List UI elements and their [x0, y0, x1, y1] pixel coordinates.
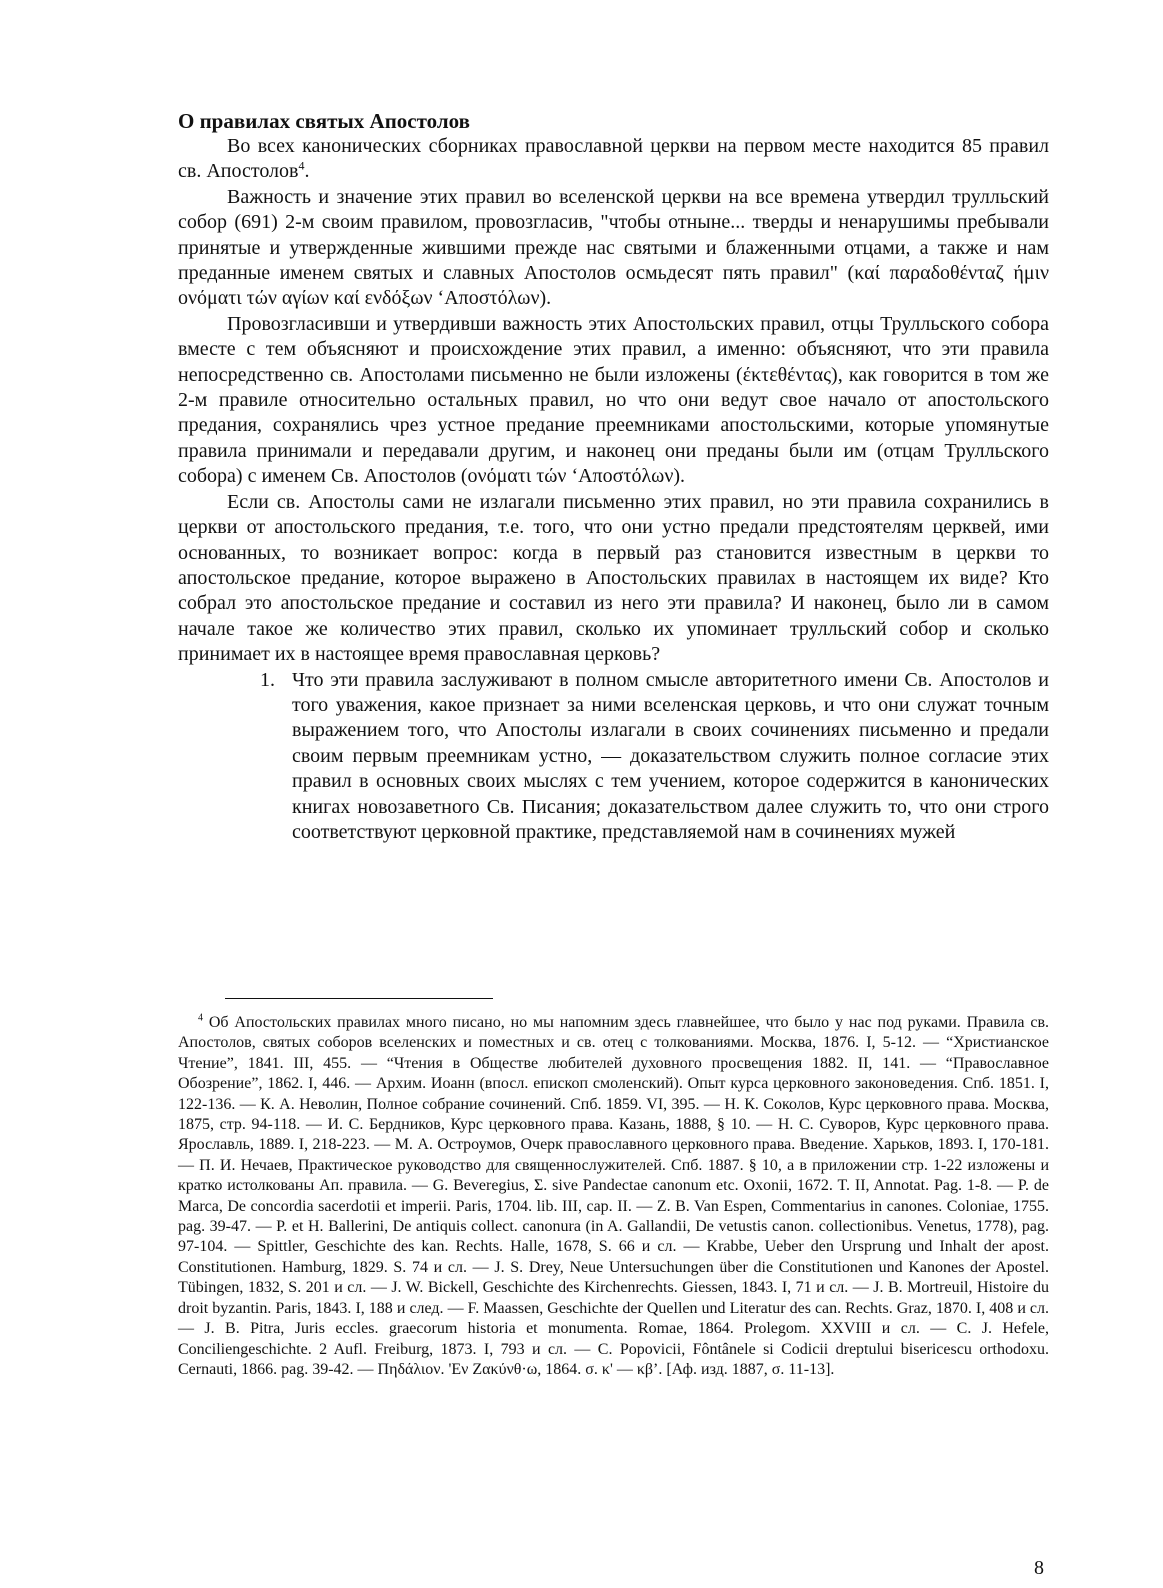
page-body [178, 108, 1049, 845]
footnote-marker: 4 [198, 1012, 203, 1024]
footnote-separator [225, 998, 493, 999]
paragraph-2: Важность и значение этих правил во вселенской церкви на все времена утвердил трулльский собор (691) 2-м своим правилом, провозгласив, "чтобы отныне... тверды и ненарушимы пребывали принятые и утвержденные жившими прежде нас святыми и блаженными отцами, а также и нам преданные именем святых и славных Апостолов осмьдесят пять правил" (καί παραδοθένταζ ήμιν ονόματι τών αγίων καί ενδόξων ‘Αποστόλων). [178, 185, 1049, 310]
footnote-text: Об Апостольских правилах много писано, но мы напомним здесь главнейшее, что было у нас под руками. Правила св. Апостолов, святых соборов вселенских и поместных и св. отец с толкованиями. Москва, 1876. I, 5-12. — “Христианское Чтение”, 1841. III, 455. — “Чтения в Обществе любителей духовного просвещения 1882. II, 141. — “Православное Обозрение”, 1862. I, 446. — Архим. Иоанн (впосл. епископ смоленский). Опыт курса церковного законоведения. Спб. 1851. I, 122-136. — К. А. Неволин, Полное собрание сочинений. Спб. 1859. VI, 395. — Н. К. Соколов, Курс церковного права. Москва, 1875, стр. 94-118. — И. С. Бердников, Курс церковного права. Казань, 1888, § 10. — Н. С. Суворов, Курс церковного права. Ярославль, 1889. I, 218-223. — М. А. Остроумов, Очерк православного церковного права. Введение. Харьков, 1893. I, 170-181. — П. И. Нечаев, Практическое руководство для священнослужителей. Спб. 1887. § 10, а в приложении стр. 1-22 изложены и кратко истолкованы Ап. правила. — G. Beveregius, Σ. sive Pandectae canonum etc. Oxonii, 1672. T. II, Annotat. Pag. 1-8. — P. de Marca, De concordia sacerdotii et imperii. Paris, 1704. lib. III, cap. II. — Z. B. Van Espen, Commentarius in canones. Coloniae, 1755. pag. 39-47. — P. et H. Ballerini, De antiquis collect. canonura (in A. Gallandii, De vetustis canon. collectionibus. Venetus, 1778), pag. 97-104. — Spittler, Geschichte des kan. Rechts. Halle, 1678, S. 66 и сл. — Krabbe, Ueber den Ursprung und Inhalt der apost. Constitutionen. Hamburg, 1829. S. 74 и сл. — J. S. Drey, Neue Untersuchungen über die Constitutionen und Kanones der Apostel. Tübingen, 1832, S. 201 и сл. — J. W. Bickell, Geschichte des Kirchenrechts. Giessen, 1843. I, 71 и сл. — J. B. Mortreuil, Histoire du droit byzantin. Paris, 1843. I, 188 и след. — F. Maassen, Geschichte der Quellen und Literatur des can. Rechts. Graz, 1870. I, 408 и сл. — J. B. Pitra, Juris eccles. graecorum historia et monumenta. Romae, 1864. Prolegom. XXVIII и сл. — C. J. Hefele, Conciliengeschichte. 2 Aufl. Freiburg, 1873. I, 793 и сл. — C. Popovicii, Fôntânele si Codicii dreptului bisericescu orthodoxu. Cernauti, 1866. pag. 39-42. — Πηδάλιον. 'Εν Ζακύνθ·ω, 1864. σ. κ' — κβ’. [Аф. изд. 1887, σ. 11-13]. [178, 1014, 1049, 1378]
footnote [178, 1013, 1049, 1380]
numbered-list [178, 668, 1049, 846]
paragraph-text: Во всех канонических сборниках православной церкви на первом месте находится 85 правил св. Апостолов [178, 135, 1049, 183]
footnote-ref[interactable]: 4 [298, 158, 305, 173]
section-title: О правилах святых Апостолов [178, 109, 470, 133]
list-item: Что эти правила заслуживают в полном смысле авторитетного имени Св. Апостолов и того уважения, какое признает за ними вселенская церковь, и что они служат точным выражением того, что Апостолы излагали в своих сочинениях письменно и предали своим первым преемникам устно, — доказательством служить полное согласие этих правил в основных своих мыслях с тем учением, которое содержится в канонических книгах новозаветного Св. Писания; доказательством далее служить то, что они строго соответствуют церковной практике, представляемой нам в сочинениях мужей [292, 668, 1049, 843]
page-number: 8 [1034, 1557, 1044, 1579]
paragraph-1 [178, 134, 1049, 185]
list-number: 1. [260, 668, 275, 691]
paragraph-3: Провозгласивши и утвердивши важность этих Апостольских правил, отцы Трулльского собора вместе с тем объясняют и происхождение этих правил, а именно: объясняют, что эти правила непосредственно св. Апостолами письменно не были изложены (έκτεθέντας), как говорится в том же 2-м правиле относительно остальных правил, но что они ведут свое начало от апостольского предания, сохранялись чрез устное предание преемниками апостольскими, которые упомянутые правила принимали и передавали другим, и наконец они преданы были им (отцам Трулльского собора) с именем Св. Апостолов (ονόματι τών ‘Αποστόλων). [178, 312, 1049, 488]
paragraph-4: Если св. Апостолы сами не излагали письменно этих правил, но эти правила сохранились в церкви от апостольского предания, т.е. того, что они устно предали предстоятелям церквей, ими основанных, то возникает вопрос: когда в первый раз становится известным в церкви то апостольское предание, которое выражено в Апостольских правилах в настоящем их виде? Кто собрал это апостольское предание и составил из него эти правила? И наконец, было ли в самом начале такое же количество этих правил, сколько их упоминает трулльский собор и сколько принимает их в настоящее время православная церковь? [178, 490, 1049, 666]
paragraph-end: . [304, 160, 310, 183]
